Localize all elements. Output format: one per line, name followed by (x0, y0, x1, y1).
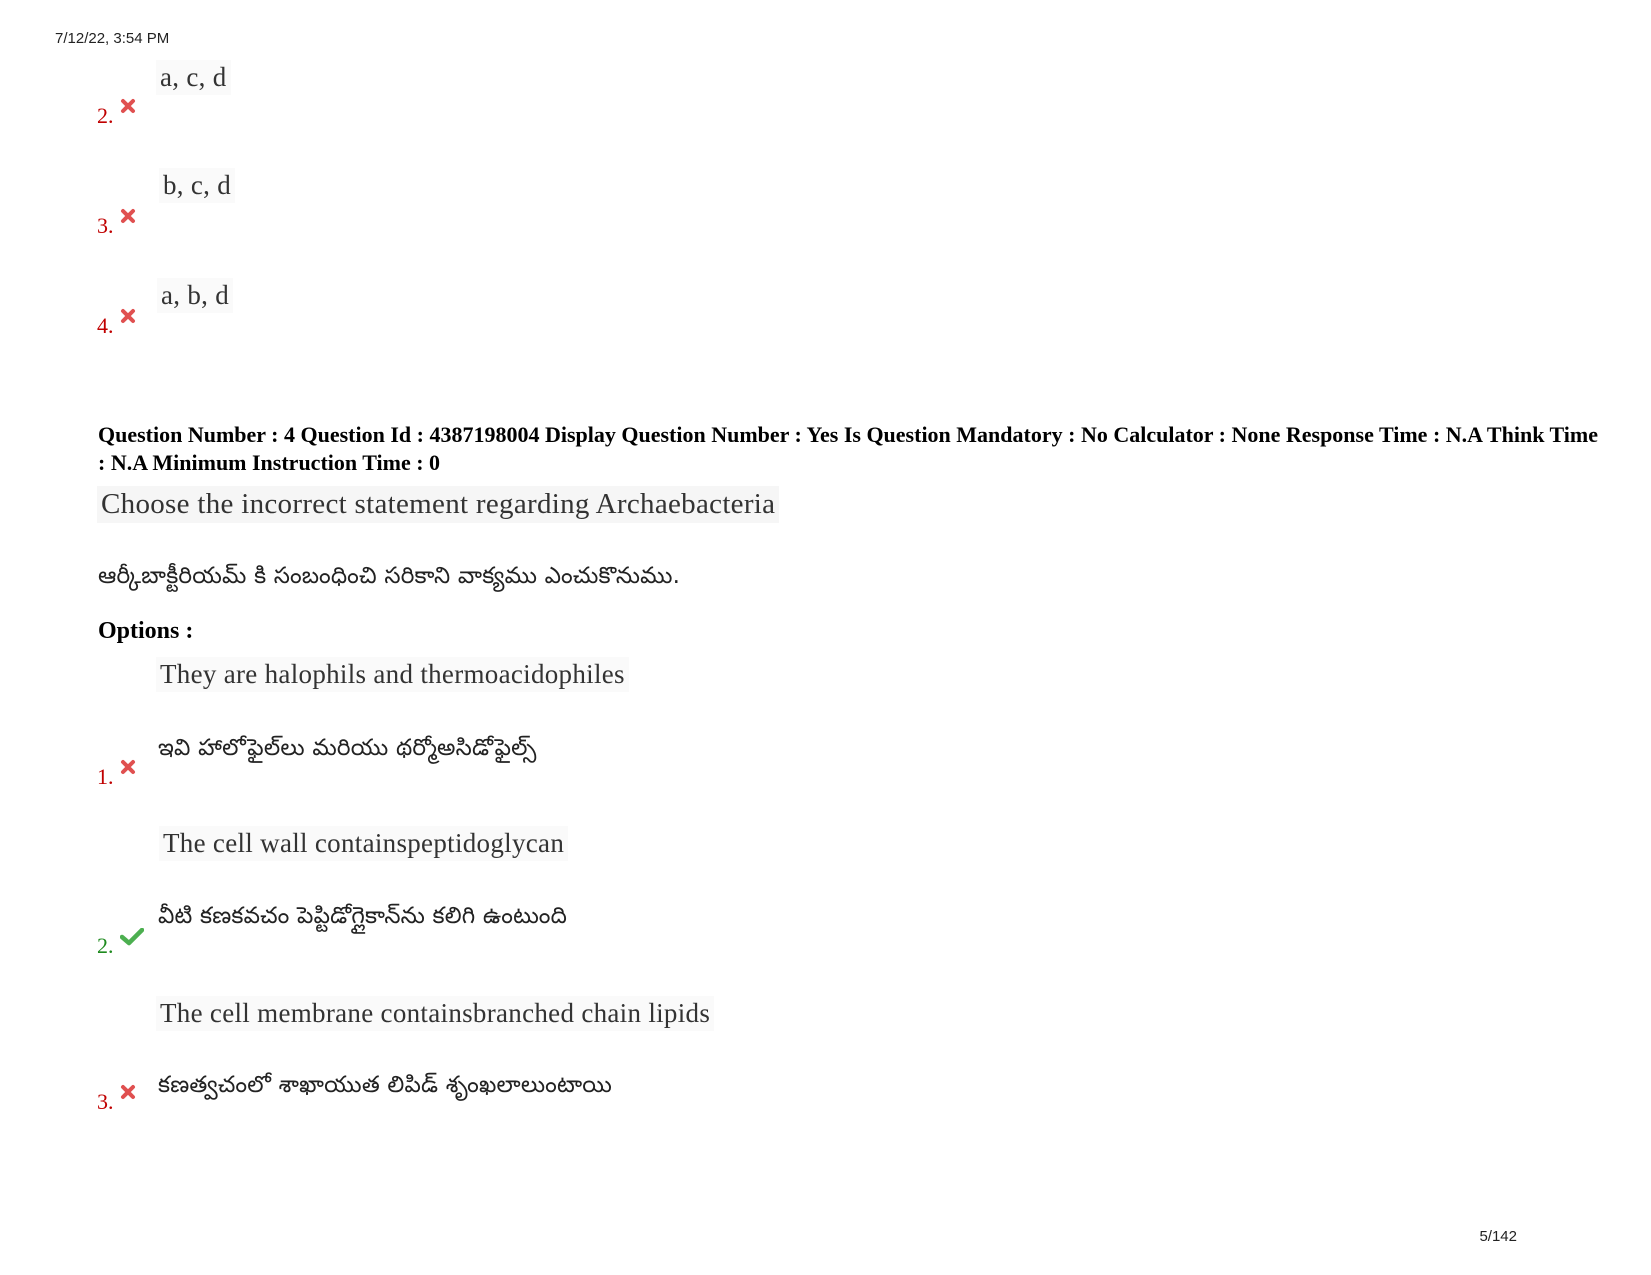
cross-icon (120, 208, 136, 224)
option-text-english: They are halophils and thermoacidophiles (156, 657, 629, 692)
option-text: a, b, d (157, 278, 233, 313)
options-label: Options : (98, 618, 194, 644)
option-number: 3. (97, 213, 114, 238)
cross-icon (120, 98, 136, 114)
question-text-english: Choose the incorrect statement regarding Archaebacteria (97, 486, 779, 523)
question-meta: Question Number : 4 Question Id : 4387198004 Display Question Number : Yes Is Question Mandatory : No Calculator : None Response Time : N.A Think Time : N.A Minimum Instruction Time : 0 (98, 422, 1599, 475)
question-text-telugu: ఆర్కీబాక్టీరియమ్ కి సంబంధించి సరికాని వాక్యము ఎంచుకొనుము. (98, 563, 681, 589)
option-text: b, c, d (159, 168, 235, 203)
option-number: 1. (97, 764, 114, 789)
option-marker (97, 214, 136, 238)
option-text-telugu: వీటి కణకవచం పెప్టిడోగ్లైకాన్‌ను కలిగి ఉంటుంది (158, 903, 568, 929)
cross-icon (120, 1084, 136, 1100)
option-marker (97, 314, 136, 338)
cross-icon (120, 759, 136, 775)
option-text-english: The cell wall containspeptidoglycan (159, 826, 568, 861)
option-marker (97, 104, 136, 128)
option-marker (97, 1090, 136, 1114)
option-text-english: The cell membrane containsbranched chain lipids (156, 996, 714, 1031)
option-text-telugu: ఇవి హాలోఫైల్‌లు మరియు థర్మోఅసిడోఫైల్స్ (158, 735, 537, 761)
page-number: 5/142 (1479, 1228, 1517, 1245)
option-number: 2. (97, 933, 114, 958)
option-marker (97, 934, 144, 958)
check-icon (120, 928, 144, 944)
cross-icon (120, 308, 136, 324)
option-text: a, c, d (156, 60, 231, 95)
option-number: 4. (97, 313, 114, 338)
print-timestamp: 7/12/22, 3:54 PM (55, 30, 170, 47)
option-number: 3. (97, 1089, 114, 1114)
option-text-telugu: కణత్వచంలో శాఖాయుత లిపిడ్ శృంఖలాలుంటాయి (158, 1072, 613, 1098)
option-number: 2. (97, 103, 114, 128)
option-marker (97, 765, 136, 789)
